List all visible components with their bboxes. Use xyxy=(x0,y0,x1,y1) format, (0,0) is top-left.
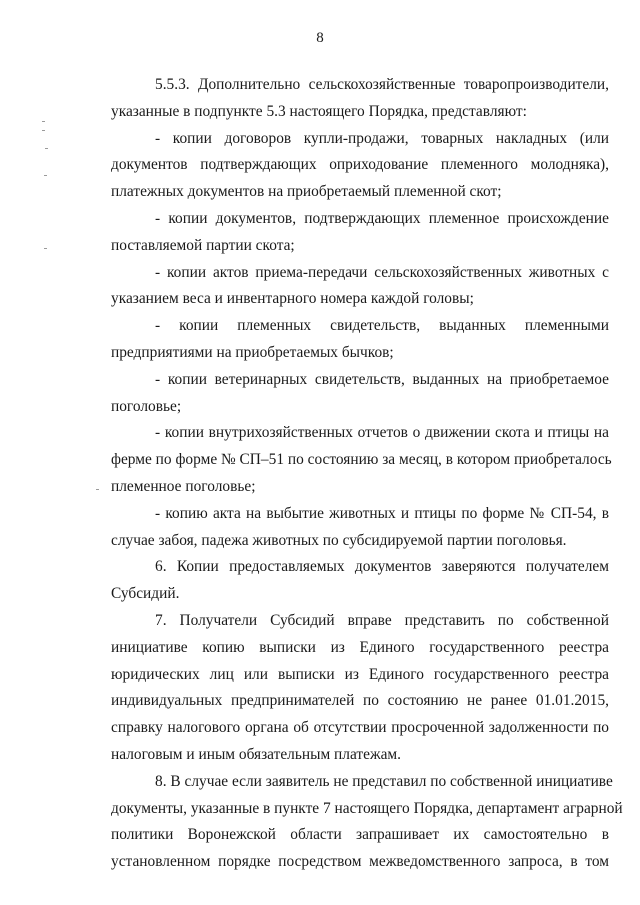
text-line: - копии племенных свидетельств, выданных племенными xyxy=(155,317,609,335)
list-item-farm-reports xyxy=(111,420,612,500)
text-line: юридических лиц или выписки из Единого государственного реестра xyxy=(111,665,609,683)
list-item-breeding-certificates xyxy=(111,313,609,367)
page-number: 8 xyxy=(316,30,324,46)
text-line: налоговым и иным обязательным платежам. xyxy=(111,745,401,763)
text-line: политики Воронежской области запрашивает их самостоятельно в xyxy=(111,826,609,844)
text-line: случае забоя, падежа животных по субсидируемой партии поголовья. xyxy=(111,531,567,549)
text-line: племенное поголовье; xyxy=(111,477,256,495)
text-line: указанные в подпункте 5.3 настоящего Порядка, представляют: xyxy=(111,102,527,120)
text-line: платежных документов на приобретаемый племенной скот; xyxy=(111,183,502,201)
text-line: указанием веса и инвентарного номера каждой головы; xyxy=(111,290,474,308)
text-line: Субсидий. xyxy=(111,585,180,603)
text-line: поголовье; xyxy=(111,397,182,415)
paragraph-7 xyxy=(111,608,609,769)
text-line: - копию акта на выбытие животных и птицы по форме № СП-54, в xyxy=(155,504,609,522)
text-line: установленном порядке посредством межведомственного запроса, в том xyxy=(111,853,609,871)
paragraph-6 xyxy=(111,554,609,608)
scan-speck xyxy=(96,489,99,490)
document-body xyxy=(111,72,623,876)
text-line: 6. Копии предоставляемых документов заверяются получателем xyxy=(155,558,609,576)
text-line: 5.5.3. Дополнительно сельскохозяйственные товаропроизводители, xyxy=(155,76,609,93)
text-line: индивидуальных предпринимателей по состоянию не ранее 01.01.2015, xyxy=(111,692,609,710)
text-line: - копии актов приема-передачи сельскохозяйственных животных с xyxy=(155,263,609,281)
paragraph-8 xyxy=(111,769,623,876)
text-line: - копии внутрихозяйственных отчетов о движении скота и птицы на xyxy=(155,424,609,442)
list-item-contracts xyxy=(111,126,609,206)
list-item-origin-documents xyxy=(111,206,609,260)
text-line: ферме по форме № СП–51 по состоянию за месяц, в котором приобреталось xyxy=(111,451,612,469)
paragraph-5-5-3 xyxy=(111,72,609,126)
text-line: - копии документов, подтверждающих племенное происхождение xyxy=(155,209,609,227)
list-item-veterinary-certificates xyxy=(111,367,609,421)
list-item-disposal-act xyxy=(111,501,609,555)
scan-speck xyxy=(44,248,47,249)
scan-speck xyxy=(45,148,48,149)
text-line: 8. В случае если заявитель не представил по собственной инициативе xyxy=(155,772,613,790)
scan-speck xyxy=(44,175,47,176)
text-line: поставляемой партии скота; xyxy=(111,236,295,254)
text-line: документы, указанные в пункте 7 настоящего Порядка, департамент аграрной xyxy=(111,799,623,817)
text-line: 7. Получатели Субсидий вправе представить по собственной xyxy=(155,611,609,629)
list-item-transfer-acts xyxy=(111,260,609,314)
text-line: инициативе копию выписки из Единого государственного реестра xyxy=(111,638,609,656)
text-line: справку налогового органа об отсутствии просроченной задолженности по xyxy=(111,719,609,737)
text-line: - копии договоров купли-продажи, товарных накладных (или xyxy=(155,129,609,147)
text-line: предприятиями на приобретаемых бычков; xyxy=(111,343,394,361)
scan-speck xyxy=(42,121,45,122)
text-line: - копии ветеринарных свидетельств, выданных на приобретаемое xyxy=(155,370,609,388)
scan-speck xyxy=(42,130,45,131)
text-line: документов подтверждающих оприходование племенного молодняка), xyxy=(111,156,609,174)
